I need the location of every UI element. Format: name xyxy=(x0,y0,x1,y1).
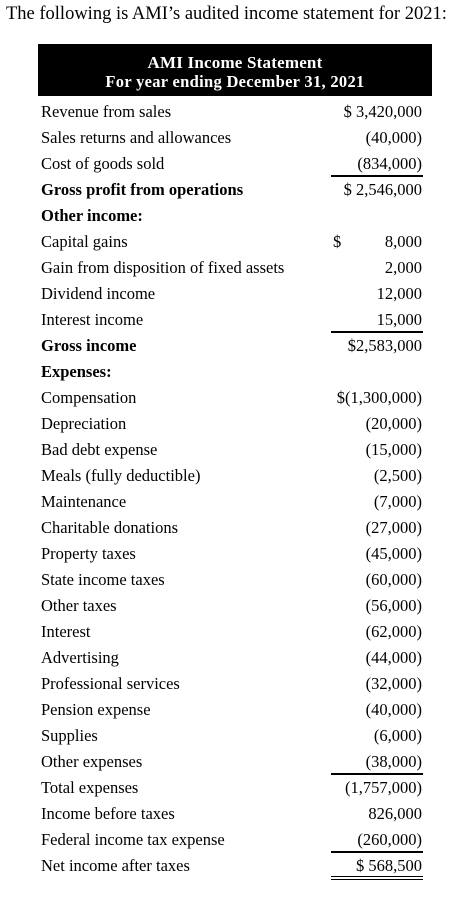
row-label: Pension expense xyxy=(41,700,151,719)
statement-row xyxy=(0,334,474,360)
subtotal-underline xyxy=(331,175,423,177)
row-label: Interest xyxy=(41,622,91,641)
row-amount: (60,000) xyxy=(365,570,422,589)
statement-row xyxy=(0,386,474,412)
row-amount: (20,000) xyxy=(365,414,422,433)
row-label: Other expenses xyxy=(41,752,143,771)
statement-row xyxy=(0,360,474,386)
row-label: Depreciation xyxy=(41,414,127,433)
subtotal-underline xyxy=(331,851,423,853)
statement-row xyxy=(0,126,474,152)
row-amount: (45,000) xyxy=(365,544,422,563)
row-amount: $2,583,000 xyxy=(347,336,422,355)
row-label: Charitable donations xyxy=(41,518,179,537)
statement-row xyxy=(0,152,474,178)
statement-row xyxy=(0,256,474,282)
row-label: Net income after taxes xyxy=(41,856,190,875)
statement-row xyxy=(0,230,474,256)
row-amount: (56,000) xyxy=(365,596,422,615)
statement-row xyxy=(0,516,474,542)
row-label: Gross profit from operations xyxy=(41,180,244,199)
row-label: Meals (fully deductible) xyxy=(41,466,201,485)
row-label: Maintenance xyxy=(41,492,127,511)
row-label: Gain from disposition of fixed assets xyxy=(41,258,285,277)
row-label: Revenue from sales xyxy=(41,102,172,121)
subtotal-underline xyxy=(331,331,423,333)
row-amount: (7,000) xyxy=(373,492,422,511)
statement-subtitle: For year ending December 31, 2021 xyxy=(105,72,365,91)
statement-header xyxy=(38,44,432,96)
row-amount: (40,000) xyxy=(365,128,422,147)
statement-row xyxy=(0,412,474,438)
row-label: Other taxes xyxy=(41,596,117,615)
row-label: Bad debt expense xyxy=(41,440,158,459)
row-amount: $ 3,420,000 xyxy=(343,102,422,121)
statement-title: AMI Income Statement xyxy=(147,53,323,72)
row-label: Advertising xyxy=(41,648,119,667)
row-amount: (62,000) xyxy=(365,622,422,641)
row-label: Interest income xyxy=(41,310,144,329)
row-amount: (834,000) xyxy=(357,154,422,173)
statement-row xyxy=(0,594,474,620)
row-label: Income before taxes xyxy=(41,804,175,823)
row-amount: $(1,300,000) xyxy=(336,388,422,407)
statement-row xyxy=(0,828,474,854)
statement-row xyxy=(0,776,474,802)
row-label: Sales returns and allowances xyxy=(41,128,232,147)
row-label: Other income: xyxy=(41,206,143,225)
row-amount: 8,000 xyxy=(384,232,422,251)
total-double-underline xyxy=(331,876,423,877)
statement-row xyxy=(0,724,474,750)
statement-row xyxy=(0,308,474,334)
row-amount: (1,757,000) xyxy=(345,778,422,797)
statement-row xyxy=(0,490,474,516)
row-amount: 826,000 xyxy=(368,804,422,823)
currency-symbol: $ xyxy=(333,232,342,251)
statement-row xyxy=(0,204,474,230)
row-amount: (38,000) xyxy=(365,752,422,771)
statement-row xyxy=(0,568,474,594)
statement-row xyxy=(0,698,474,724)
statement-row xyxy=(0,438,474,464)
row-amount: (260,000) xyxy=(357,830,422,849)
row-label: Compensation xyxy=(41,388,137,407)
row-label: Supplies xyxy=(41,726,98,745)
statement-row xyxy=(0,802,474,828)
row-label: State income taxes xyxy=(41,570,165,589)
subtotal-underline xyxy=(331,773,423,775)
statement-row xyxy=(0,750,474,776)
row-label: Professional services xyxy=(41,674,180,693)
statement-row xyxy=(0,646,474,672)
statement-rows xyxy=(0,100,474,880)
intro-text: The following is AMI’s audited income statement for 2021: xyxy=(6,4,447,24)
row-amount: (15,000) xyxy=(365,440,422,459)
statement-row xyxy=(0,542,474,568)
total-double-underline xyxy=(331,879,423,880)
row-amount: $ 2,546,000 xyxy=(343,180,422,199)
statement-row xyxy=(0,100,474,126)
row-amount: 2,000 xyxy=(384,258,422,277)
row-amount: (6,000) xyxy=(373,726,422,745)
row-amount: (32,000) xyxy=(365,674,422,693)
row-amount: 15,000 xyxy=(376,310,422,329)
row-amount: (2,500) xyxy=(373,466,422,485)
statement-row xyxy=(0,282,474,308)
statement-row xyxy=(0,178,474,204)
row-label: Capital gains xyxy=(41,232,128,251)
row-amount: (44,000) xyxy=(365,648,422,667)
row-label: Expenses: xyxy=(41,362,112,381)
row-label: Property taxes xyxy=(41,544,136,563)
row-amount: 12,000 xyxy=(376,284,422,303)
statement-row xyxy=(0,854,474,880)
row-label: Cost of goods sold xyxy=(41,154,165,173)
row-label: Federal income tax expense xyxy=(41,830,225,849)
row-label: Total expenses xyxy=(41,778,139,797)
statement-row xyxy=(0,672,474,698)
statement-row xyxy=(0,464,474,490)
row-label: Dividend income xyxy=(41,284,156,303)
statement-row xyxy=(0,620,474,646)
row-amount: (40,000) xyxy=(365,700,422,719)
row-amount: (27,000) xyxy=(365,518,422,537)
row-amount: $ 568,500 xyxy=(356,856,422,875)
row-label: Gross income xyxy=(41,336,137,355)
